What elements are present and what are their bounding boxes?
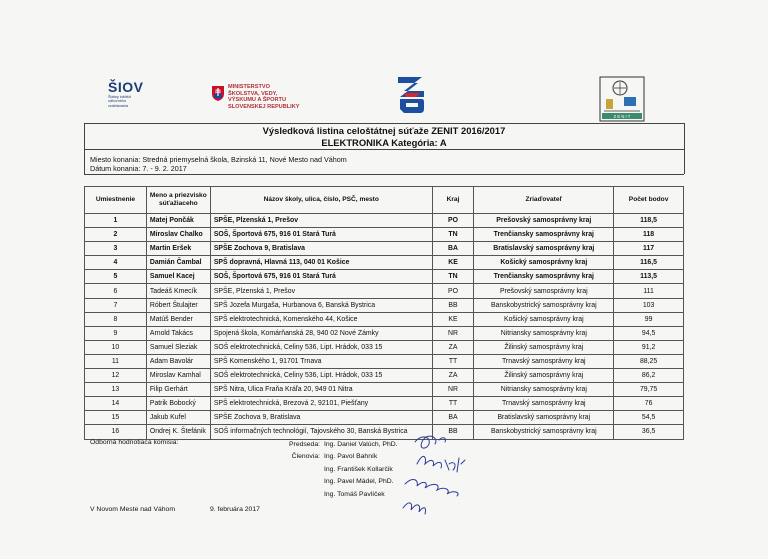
commission-name: Ing. Daniel Valúch, PhD. bbox=[324, 441, 398, 448]
rank-cell: 9 bbox=[85, 326, 147, 340]
rank-cell: 10 bbox=[85, 340, 147, 354]
rank-cell: 8 bbox=[85, 312, 147, 326]
name-cell: Matúš Bender bbox=[146, 312, 210, 326]
region-cell: TT bbox=[432, 397, 474, 411]
name-cell: Róbert Štulajter bbox=[146, 298, 210, 312]
region-cell: PO bbox=[432, 214, 474, 228]
table-row bbox=[85, 326, 684, 340]
document-title bbox=[84, 125, 684, 148]
region-cell: ZA bbox=[432, 369, 474, 383]
founder-cell: Trenčiansky samosprávny kraj bbox=[474, 270, 614, 284]
points-cell: 111 bbox=[614, 284, 684, 298]
points-cell: 36,5 bbox=[614, 425, 684, 439]
founder-cell: Prešovský samosprávny kraj bbox=[474, 284, 614, 298]
rank-cell: 4 bbox=[85, 256, 147, 270]
table-row bbox=[85, 312, 684, 326]
region-cell: BB bbox=[432, 298, 474, 312]
school-cell: SPŠ elektrotechnická, Brezová 2, 92101, Piešťany bbox=[210, 397, 432, 411]
siov-subtitle-line: vzdelávania bbox=[108, 103, 129, 108]
region-cell: NR bbox=[432, 326, 474, 340]
name-cell: Arnold Takács bbox=[146, 326, 210, 340]
points-cell: 99 bbox=[614, 312, 684, 326]
siov-subtitle-line: odborného bbox=[108, 99, 127, 104]
commission-member bbox=[250, 476, 398, 488]
region-cell: KE bbox=[432, 256, 474, 270]
region-cell: NR bbox=[432, 383, 474, 397]
siov-subtitle-line: Štátny inštitút bbox=[108, 95, 131, 99]
table-row bbox=[85, 383, 684, 397]
points-cell: 91,2 bbox=[614, 340, 684, 354]
page-subtitle: ELEKTRONIKA Kategória: A bbox=[321, 136, 447, 148]
founder-cell: Nitriansky samosprávny kraj bbox=[474, 326, 614, 340]
results-rows bbox=[85, 214, 684, 440]
points-cell: 54,5 bbox=[614, 411, 684, 425]
points-cell: 113,5 bbox=[614, 270, 684, 284]
school-cell: SPŠ elektrotechnická, Komenského 44, Košice bbox=[210, 312, 432, 326]
name-cell: Samuel Sleziak bbox=[146, 340, 210, 354]
points-cell: 79,75 bbox=[614, 383, 684, 397]
school-cell: SPŠE Zochova 9, Bratislava bbox=[210, 242, 432, 256]
name-cell: Jakub Kufel bbox=[146, 411, 210, 425]
table-row bbox=[85, 284, 684, 298]
founder-cell: Košický samosprávny kraj bbox=[474, 312, 614, 326]
region-cell: ZA bbox=[432, 340, 474, 354]
commission-member bbox=[250, 489, 398, 501]
ministry-line: SLOVENSKEJ REPUBLIKY bbox=[228, 103, 300, 110]
name-cell: Patrik Bobocký bbox=[146, 397, 210, 411]
table-row bbox=[85, 411, 684, 425]
name-cell: Miroslav Chalko bbox=[146, 228, 210, 242]
founder-cell: Bratislavský samosprávny kraj bbox=[474, 242, 614, 256]
table-row bbox=[85, 369, 684, 383]
header-points: Počet bodov bbox=[614, 187, 684, 214]
commission-name: Ing. Pavel Mádel, PhD. bbox=[324, 478, 394, 486]
school-cell: SOŠ informačných technológií, Tajovského 30, Banská Bystrica bbox=[210, 425, 432, 439]
region-cell: BA bbox=[432, 411, 474, 425]
founder-cell: Trenčiansky samosprávny kraj bbox=[474, 228, 614, 242]
school-cell: SPŠE, Plzenská 1, Prešov bbox=[210, 284, 432, 298]
table-row bbox=[85, 298, 684, 312]
founder-cell: Trnavský samosprávny kraj bbox=[474, 354, 614, 368]
founder-cell: Žilinský samosprávny kraj bbox=[474, 340, 614, 354]
table-row bbox=[85, 228, 684, 242]
school-cell: SPŠ Komenského 1, 91701 Trnava bbox=[210, 354, 432, 368]
commission-role bbox=[250, 464, 324, 476]
name-cell: Matej Pončák bbox=[146, 214, 210, 228]
school-cell: SOŠ elektrotechnická, Celiny 536, Lipt. Hrádok, 033 15 bbox=[210, 340, 432, 354]
school-cell: SPŠ Jozefa Murgaša, Hurbanova 6, Banská Bystrica bbox=[210, 298, 432, 312]
name-cell: Ondrej K. Štefánik bbox=[146, 425, 210, 439]
founder-cell: Košický samosprávny kraj bbox=[474, 256, 614, 270]
name-cell: Damián Čambal bbox=[146, 256, 210, 270]
rank-cell: 15 bbox=[85, 411, 147, 425]
rank-cell: 16 bbox=[85, 425, 147, 439]
rank-cell: 11 bbox=[85, 354, 147, 368]
name-cell: Martin Eršek bbox=[146, 242, 210, 256]
ministry-line: VÝSKUMU A ŠPORTU bbox=[228, 97, 287, 104]
signing-place: V Novom Meste nad Váhom bbox=[90, 506, 176, 513]
rank-cell: 13 bbox=[85, 383, 147, 397]
school-cell: SOŠ, Športová 675, 916 01 Stará Turá bbox=[210, 270, 432, 284]
founder-cell: Žilinský samosprávny kraj bbox=[474, 369, 614, 383]
table-row bbox=[85, 214, 684, 228]
school-cell: SPŠE Zochova 9, Bratislava bbox=[210, 411, 432, 425]
region-cell: TN bbox=[432, 270, 474, 284]
title-frame-top bbox=[84, 123, 684, 124]
commission-member bbox=[250, 439, 398, 451]
ministry-line: MINISTERSTVO bbox=[228, 84, 270, 90]
region-cell: BB bbox=[432, 425, 474, 439]
rank-cell: 2 bbox=[85, 228, 147, 242]
ministry-line: ŠKOLSTVA, VEDY, bbox=[228, 90, 278, 97]
rank-cell: 6 bbox=[85, 284, 147, 298]
header-region: Kraj bbox=[432, 187, 474, 214]
founder-cell: Bratislavský samosprávny kraj bbox=[474, 411, 614, 425]
event-date: Dátum konania: 7. - 9. 2. 2017 bbox=[90, 163, 187, 173]
points-cell: 103 bbox=[614, 298, 684, 312]
header-founder: Zriaďovateľ bbox=[474, 187, 614, 214]
event-place: Miesto konania: Stredná priemyselná škola, Bzinská 11, Nové Mesto nad Váhom bbox=[90, 155, 347, 164]
founder-cell: Banskobystrický samosprávny kraj bbox=[474, 298, 614, 312]
name-cell: Samuel Kacej bbox=[146, 270, 210, 284]
slovak-coat-of-arms-icon bbox=[212, 86, 224, 101]
points-cell: 88,25 bbox=[614, 354, 684, 368]
school-cell: SPŠ dopravná, Hlavná 113, 040 01 Košice bbox=[210, 256, 432, 270]
title-frame-right bbox=[684, 123, 685, 174]
region-cell: TT bbox=[432, 354, 474, 368]
table-row bbox=[85, 397, 684, 411]
name-cell: Tadeáš Kmecík bbox=[146, 284, 210, 298]
points-cell: 118,5 bbox=[614, 214, 684, 228]
event-info bbox=[90, 156, 347, 174]
region-cell: TN bbox=[432, 228, 474, 242]
points-cell: 76 bbox=[614, 397, 684, 411]
commission-role: Predseda: bbox=[289, 441, 320, 448]
founder-cell: Nitriansky samosprávny kraj bbox=[474, 383, 614, 397]
founder-cell: Banskobystrický samosprávny kraj bbox=[474, 425, 614, 439]
rank-cell: 12 bbox=[85, 369, 147, 383]
name-cell: Adam Bavolár bbox=[146, 354, 210, 368]
commission-role: Členovia: bbox=[291, 453, 320, 461]
commission-role bbox=[250, 489, 324, 501]
commission-member bbox=[250, 464, 398, 476]
school-cell: SPŠE, Plzenská 1, Prešov bbox=[210, 214, 432, 228]
siov-wordmark: ŠIOV bbox=[108, 79, 144, 95]
table-row bbox=[85, 340, 684, 354]
school-cell: Spojená škola, Komárňanská 28, 940 02 Nové Zámky bbox=[210, 326, 432, 340]
siov-logo bbox=[108, 79, 148, 108]
signing-date: 9. februára 2017 bbox=[210, 506, 260, 513]
points-cell: 116,5 bbox=[614, 256, 684, 270]
table-row bbox=[85, 354, 684, 368]
founder-cell: Trnavský samosprávny kraj bbox=[474, 397, 614, 411]
rank-cell: 14 bbox=[85, 397, 147, 411]
header-rank: Umiestnenie bbox=[85, 187, 147, 214]
handwritten-signatures-icon bbox=[395, 430, 485, 520]
commission-list bbox=[250, 439, 398, 501]
header-school: Názov školy, ulica, číslo, PSČ, mesto bbox=[210, 187, 432, 214]
table-row bbox=[85, 270, 684, 284]
zenit-competition-emblem-icon bbox=[598, 75, 646, 123]
commission-role bbox=[250, 476, 324, 488]
school-cell: SPŠ Nitra, Ulica Fraňa Kráľa 20, 949 01 Nitra bbox=[210, 383, 432, 397]
table-row bbox=[85, 425, 684, 439]
name-cell: Filip Gerhárt bbox=[146, 383, 210, 397]
points-cell: 118 bbox=[614, 228, 684, 242]
points-cell: 117 bbox=[614, 242, 684, 256]
header-name: Meno a priezvisko súťažiaceho bbox=[146, 187, 210, 214]
page-title: Výsledková listina celoštátnej súťaže ZENIT 2016/2017 bbox=[262, 125, 506, 136]
title-frame-middle bbox=[84, 149, 684, 150]
rank-cell: 1 bbox=[85, 214, 147, 228]
title-frame-bottom bbox=[84, 174, 684, 175]
rank-cell: 7 bbox=[85, 298, 147, 312]
commission-name: Ing. Tomáš Pavlíček bbox=[324, 490, 385, 498]
results-table bbox=[84, 186, 684, 440]
table-header-row bbox=[85, 187, 684, 214]
header-logos bbox=[84, 75, 684, 125]
points-cell: 94,5 bbox=[614, 326, 684, 340]
rank-cell: 5 bbox=[85, 270, 147, 284]
commission-name: Ing. František Kollarčik bbox=[324, 465, 393, 473]
zenit-logo-icon bbox=[396, 75, 426, 115]
school-cell: SOŠ, Športová 675, 916 01 Stará Turá bbox=[210, 228, 432, 242]
region-cell: BA bbox=[432, 242, 474, 256]
emblem-caption: Z E N I T bbox=[613, 114, 631, 119]
region-cell: KE bbox=[432, 312, 474, 326]
founder-cell: Prešovský samosprávny kraj bbox=[474, 214, 614, 228]
points-cell: 86,2 bbox=[614, 369, 684, 383]
name-cell: Miroslav Kamhal bbox=[146, 369, 210, 383]
table-row bbox=[85, 256, 684, 270]
region-cell: PO bbox=[432, 284, 474, 298]
commission-label: Odborná hodnotiaca komisia: bbox=[90, 439, 179, 446]
commission-member bbox=[250, 451, 398, 463]
school-cell: SOŠ elektrotechnická, Celiny 536, Lipt. Hrádok, 033 15 bbox=[210, 369, 432, 383]
table-row bbox=[85, 242, 684, 256]
rank-cell: 3 bbox=[85, 242, 147, 256]
commission-name: Ing. Pavol Bahník bbox=[324, 453, 378, 461]
